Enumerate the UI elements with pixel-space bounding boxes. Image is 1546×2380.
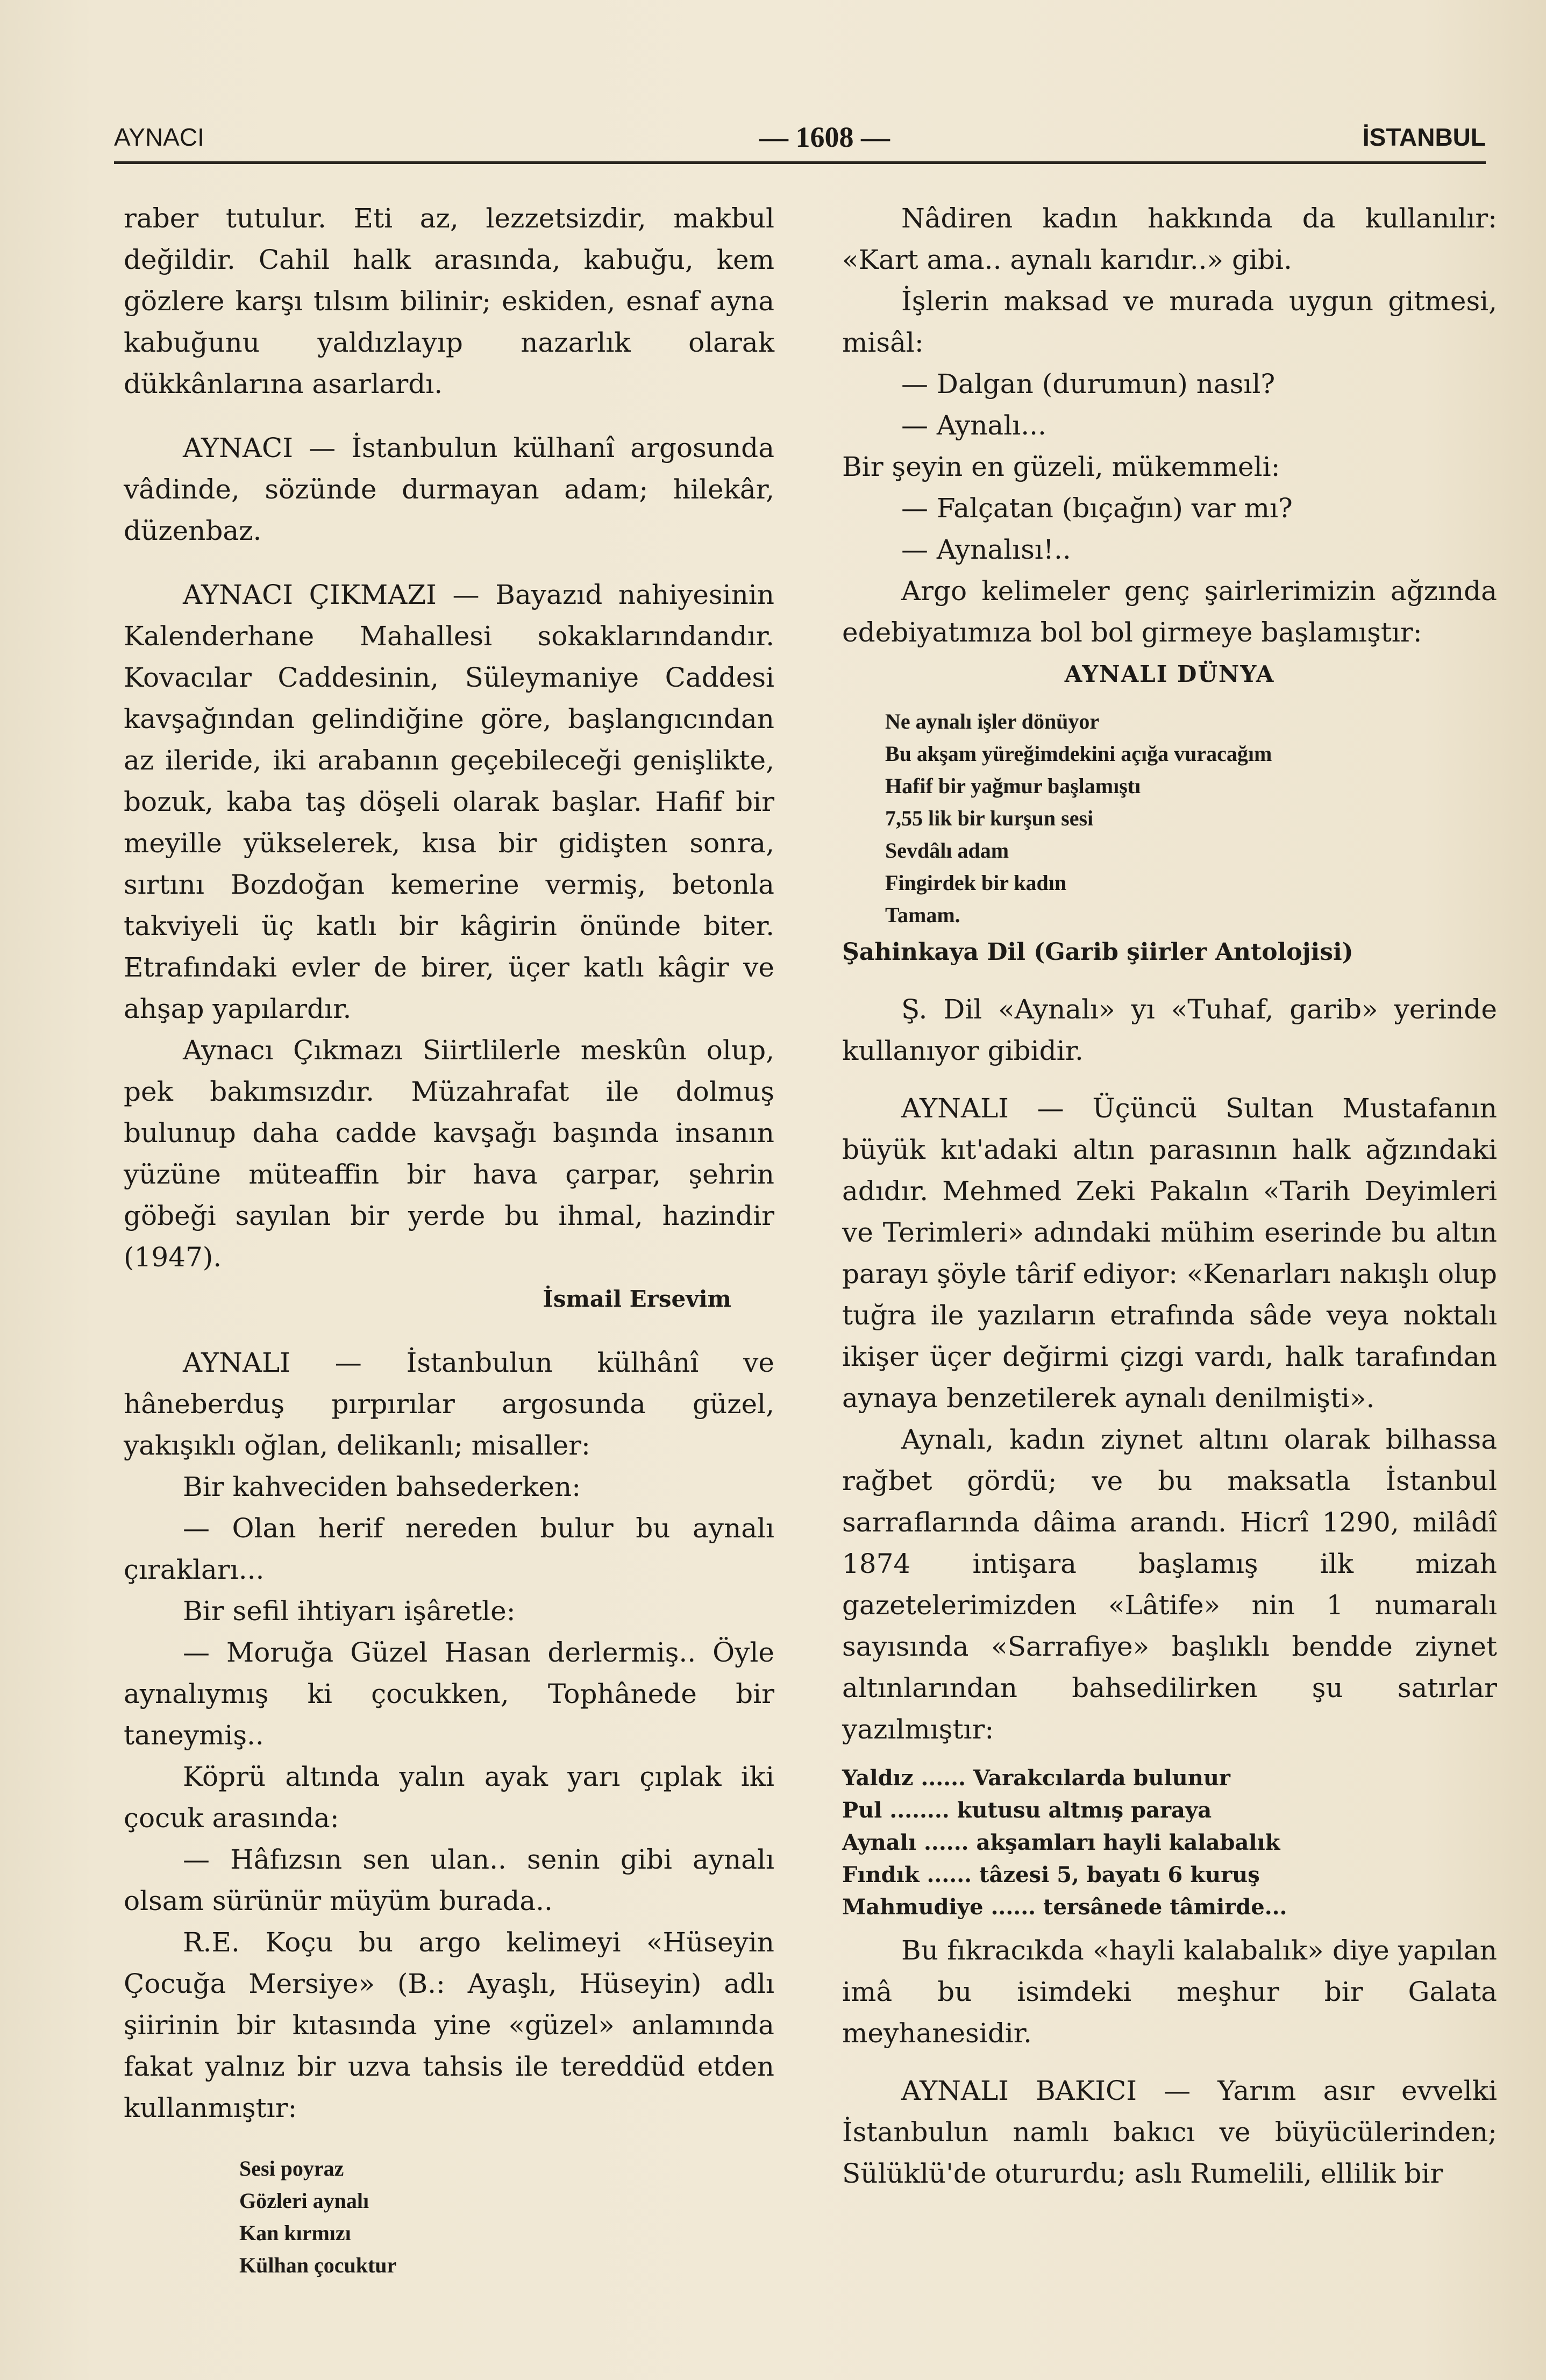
sarrafiye-list [842, 1762, 1497, 1923]
paragraph: Argo kelimeler genç şairlerimizin ağzında edebiyatımıza bol bol girmeye başlamıştır: [842, 575, 1497, 648]
paragraph: Nâdiren kadın hakkında da kullanılır: «Kart ama.. aynalı karıdır..» gibi. [842, 203, 1497, 275]
paragraph: — Olan herif nereden bulur bu aynalı çırakları... [124, 1513, 774, 1585]
right-column [842, 198, 1497, 2194]
poem-line: Sevdâlı adam [885, 838, 1009, 863]
paragraph: — Hâfızsın sen ulan.. senin gibi aynalı olsam sürünür müyüm burada.. [124, 1844, 774, 1916]
entry-aynali-bakici: AYNALI BAKICI — Yarım asır evvelki İstanbulun namlı bakıcı ve büyücülerinden; Sülüklü'de otururdu; aslı Rumelili, ellilik bir [842, 2075, 1497, 2189]
list-item: Mahmudiye ...... tersânede tâmirde... [842, 1894, 1287, 1920]
poem-line: Tamam. [885, 903, 960, 927]
paragraph: — Aynalısı!.. [901, 534, 1071, 565]
poem-line: Ne aynalı işler dönüyor [885, 709, 1100, 733]
header-left: AYNACI [114, 123, 204, 151]
list-item: Aynalı ...... akşamları hayli kalabalık [842, 1830, 1280, 1855]
paragraph: Aynalı, kadın ziynet altını olarak bilhassa rağbet gördü; ve bu maksatla İstanbul sarraflarında dâima arandı. Hicrî 1290, milâdî 1874 intişara başlamış ilk mizah gazetelerimizden «Lâtife» nin 1 numaralı sayısında «Sarrafiye» başlıklı bendde ziynet altınlarından bahsedilirken şu satırlar yazılmıştır: [842, 1424, 1497, 1745]
entry-aynali-coin: AYNALI — Üçüncü Sultan Mustafanın büyük kıt'adaki altın parasının halk ağzındaki adıdır. Mehmed Zeki Pakalın «Tarih Deyimleri ve Terimleri» adındaki mühim eserinde bu altın parayı şöyle târif ediyor: «Kenarları nakışlı olup tuğra ile yazıların etrafında sâde veya noktalı ikişer üçer değirmi çizgi vardı, halk tarafından aynaya benzetilerek aynalı denilmişti». [842, 1093, 1497, 1414]
header-rule [114, 161, 1486, 164]
poem-line: Kan kırmızı [239, 2221, 351, 2245]
paragraph: Ş. Dil «Aynalı» yı «Tuhaf, garib» yerinde kullanıyor gibidir. [842, 994, 1497, 1066]
paragraph: raber tutulur. Eti az, lezzetsizdir, makbul değildir. Cahil halk arasında, kabuğu, kem gözlere karşı tılsım bilinir; eskiden, esnaf ayna kabuğunu yaldızlayıp nazarlık olarak dükkânlarına asarlardı. [124, 203, 774, 400]
paragraph: — Aynalı... [901, 410, 1046, 441]
paragraph: R.E. Koçu bu argo kelimeyi «Hüseyin Çocuğa Mersiye» (B.: Ayaşlı, Hüseyin) adlı şiirinin bir kıtasında yine «güzel» anlamında fakat yalnız bir uzva tahsis ile tereddüd etden kullanmıştır: [124, 1927, 774, 2124]
poem-attribution: Şahinkaya Dil (Garib şiirler Antolojisi) [842, 938, 1353, 966]
poem-line: Külhan çocuktur [239, 2253, 397, 2277]
entry-aynaci-cikmazi: AYNACI ÇIKMAZI — Bayazıd nahiyesinin Kalenderhane Mahallesi sokaklarındandır. Kovacılar Caddesinin, Süleymaniye Caddesi kavşağından gelindiğine göre, başlangıcından az ileride, iki arabanın geçebileceği genişlikte, bozuk, kaba taş döşeli olarak başlar. Hafif bir meyille yükselerek, kısa bir gidişten sonra, sırtını Bozdoğan kemerine vermiş, betonla takviyeli üç katlı bir kâgirin önünde biter. Etrafındaki evler de birer, üçer katlı kâgir ve ahşap yapılardır. [124, 579, 774, 1024]
paragraph: Bir sefil ihtiyarı işâretle: [183, 1595, 516, 1627]
poem-line: Bu akşam yüreğimdekini açığa vuracağım [885, 742, 1272, 766]
paragraph: — Falçatan (bıçağın) var mı? [901, 493, 1293, 524]
list-item: Pul ........ kutusu altmış paraya [842, 1798, 1212, 1823]
paragraph: İşlerin maksad ve murada uygun gitmesi, misâl: [842, 286, 1497, 358]
poem-line: Gözleri aynalı [239, 2189, 369, 2213]
header-right: İSTANBUL [1362, 123, 1486, 151]
page-number: — 1608 — [759, 121, 890, 153]
paragraph: — Moruğa Güzel Hasan derlermiş.. Öyle aynalıymış ki çocukken, Tophânede bir taneymiş.. [124, 1637, 774, 1751]
poem-line: 7,55 lik bir kurşun sesi [885, 806, 1094, 830]
poem-line: Hafif bir yağmur başlamıştı [885, 774, 1141, 798]
poem [885, 706, 1497, 931]
entry-aynali: AYNALI — İstanbulun külhânî ve hâneberduş pırpırılar argosunda güzel, yakışıklı oğlan, delikanlı; misaller: [124, 1347, 774, 1461]
paragraph: Bir kahveciden bahsederken: [183, 1471, 581, 1502]
poem-line: Fingirdek bir kadın [885, 871, 1067, 895]
running-header [114, 117, 1486, 155]
paragraph: Bir şeyin en güzeli, mükemmeli: [842, 451, 1280, 482]
list-item: Yaldız ...... Varakcılarda bulunur [842, 1765, 1230, 1791]
list-item: Fındık ...... tâzesi 5, bayatı 6 kuruş [842, 1862, 1260, 1887]
paragraph: — Dalgan (durumun) nasıl? [901, 368, 1276, 400]
poem-line: Sesi poyraz [239, 2156, 344, 2181]
paragraph: Bu fıkracıkda «hayli kalabalık» diye yapılan imâ bu isimdeki meşhur bir Galata meyhanesidir. [842, 1935, 1497, 2049]
signature: İsmail Ersevim [543, 1286, 731, 1312]
poem-excerpt [239, 2153, 774, 2282]
left-column [124, 198, 774, 2282]
paragraph: Köprü altında yalın ayak yarı çıplak iki çocuk arasında: [124, 1761, 774, 1834]
paragraph: Aynacı Çıkmazı Siirtlilerle meskûn olup, pek bakımsızdır. Müzahrafat ile dolmuş bulunup daha cadde kavşağı başında insanın yüzüne müteaffin bir hava çarpar, şehrin göbeği sayılan bir yerde bu ihmal, hazindir (1947). [124, 1035, 774, 1273]
poem-title: AYNALI DÜNYA [1064, 661, 1275, 687]
entry-aynaci: AYNACI — İstanbulun külhanî argosunda vâdinde, sözünde durmayan adam; hilekâr, düzenbaz. [124, 432, 774, 546]
